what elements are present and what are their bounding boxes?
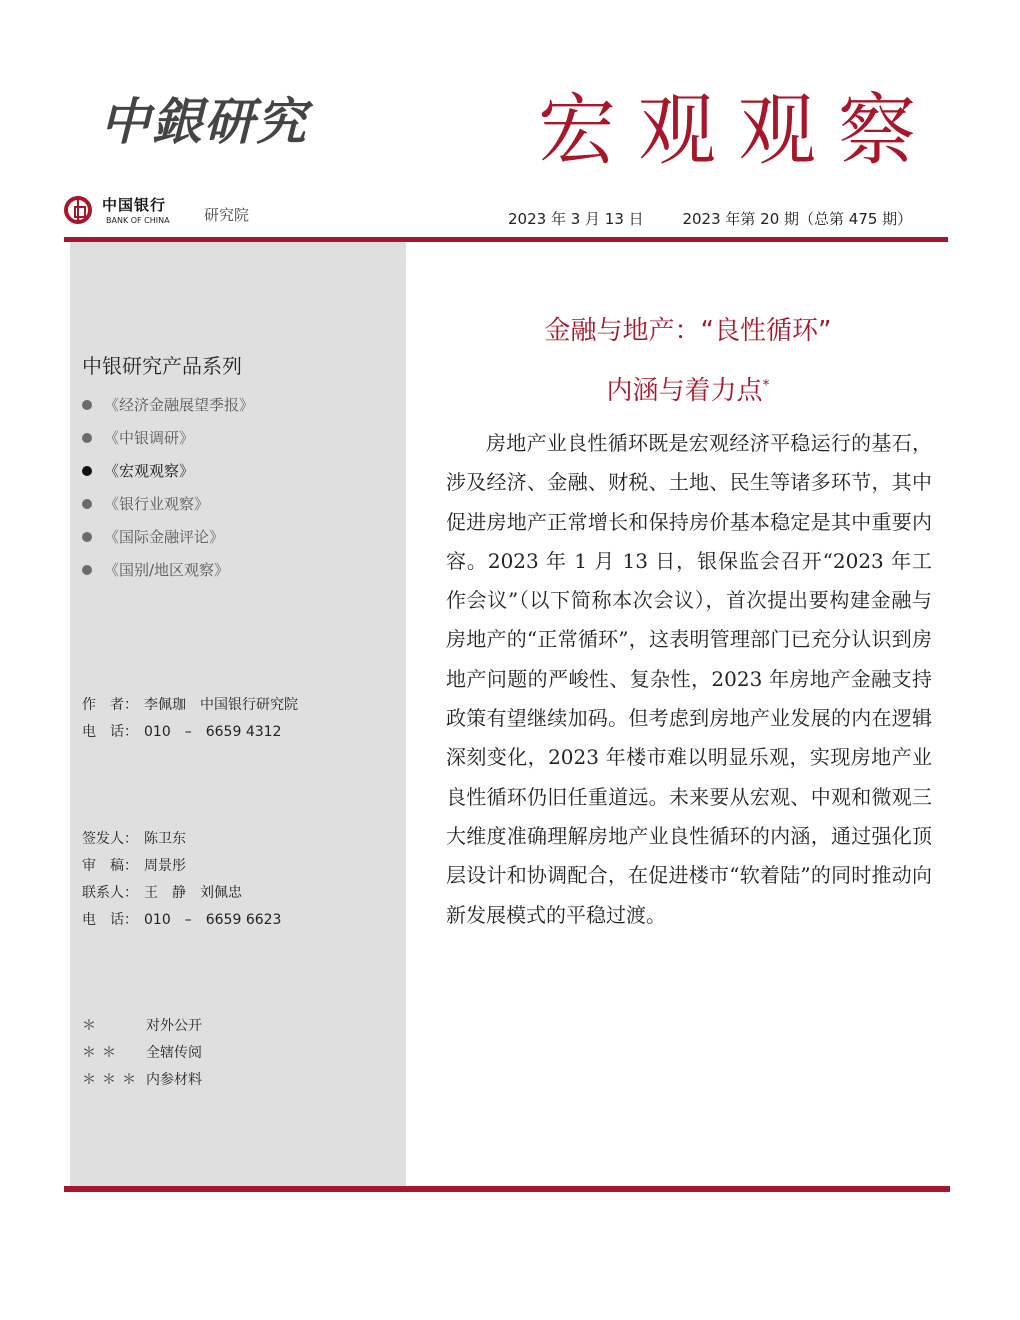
series-item-label: 《中银调研》	[104, 429, 195, 447]
legend-mark: ＊	[82, 1018, 102, 1034]
issue-info	[508, 208, 912, 229]
contact-label: 联系人：	[82, 885, 138, 901]
bullet-icon	[82, 565, 92, 575]
author-name: 李佩珈	[144, 697, 186, 713]
brand-script-logo: 中銀研究	[100, 92, 308, 151]
phone-prefix: 010 –	[144, 912, 192, 928]
legend-text: 内参材料	[146, 1072, 202, 1088]
legend-row	[82, 1040, 202, 1067]
signer-row	[82, 826, 281, 853]
bullet-icon	[82, 532, 92, 542]
issue-date: 2023 年 3 月 13 日	[508, 210, 644, 228]
series-item[interactable]	[82, 520, 254, 553]
page-title: 宏观观察	[538, 86, 939, 176]
series-item-label: 《经济金融展望季报》	[104, 396, 255, 414]
series-item-label: 《银行业观察》	[104, 495, 210, 513]
series-item[interactable]	[82, 388, 254, 421]
reviewer-row	[82, 853, 281, 880]
bullet-icon	[82, 400, 92, 410]
series-item-label: 《国际金融评论》	[104, 528, 225, 546]
series-list	[82, 388, 254, 586]
legend-mark: ＊＊＊	[82, 1072, 142, 1088]
contact-phone: 6659 6623	[205, 912, 282, 928]
footer-divider	[64, 1186, 950, 1192]
bank-logo	[64, 194, 186, 234]
legend-row	[82, 1067, 202, 1094]
article-title-line-1: 金融与地产：“良性循环”	[544, 316, 832, 346]
series-item-active[interactable]	[82, 454, 254, 487]
bullet-icon	[82, 466, 92, 476]
article-title-text: 内涵与着力点	[606, 376, 763, 406]
publication-info	[82, 826, 281, 934]
article-title-mark: *	[762, 377, 770, 394]
series-item-label: 《国别/地区观察》	[104, 561, 230, 579]
contact-name-1: 王 静	[144, 885, 186, 901]
institute-label: 研究院	[204, 206, 250, 224]
signer-label: 签发人：	[82, 831, 138, 847]
article-body: 房地产业良性循环既是宏观经济平稳运行的基石，涉及经济、金融、财税、土地、民生等诸多环节，其中促进房地产正常增长和保持房价基本稳定是其中重要内容。2023 年 1 月 13 日，银保监会召开“2023 年工作会议”（以下简称本次会议），首次提出要构建金融与房地产的“正常循环”，这表明管理部门已充分认识到房地产问题的严峻性、复杂性，2023 年房地产金融支持政策有望继续加码。但考虑到房地产业发展的内在逻辑深刻变化，2023 年楼市难以明显乐观，实现房地产业良性循环仍旧任重道远。未来要从宏观、中观和微观三大维度准确理解房地产业良性循环的内涵，通过强化顶层设计和协调配合，在促进楼市“软着陆”的同时推动向新发展模式的平稳过渡。	[446, 431, 932, 927]
legend-mark: ＊＊	[82, 1045, 122, 1061]
contact-phone-row	[82, 907, 281, 934]
bullet-icon	[82, 499, 92, 509]
contact-name-2: 刘佩忠	[200, 885, 242, 901]
bank-of-china-icon	[64, 196, 92, 224]
article-title-line-2	[448, 370, 928, 407]
author-label: 作 者：	[82, 697, 138, 713]
signer-name: 陈卫东	[144, 831, 186, 847]
issue-number: 2023 年第 20 期（总第 475 期）	[682, 210, 913, 228]
author-info	[82, 692, 298, 746]
bank-logo-en: BANK OF CHINA	[106, 216, 170, 225]
legend-row	[82, 1013, 202, 1040]
contact-row	[82, 880, 281, 907]
series-item[interactable]	[82, 553, 254, 586]
bullet-icon	[82, 433, 92, 443]
author-org: 中国银行研究院	[200, 697, 298, 713]
phone-label: 电 话：	[82, 912, 138, 928]
series-item-label: 《宏观观察》	[104, 462, 195, 480]
author-row	[82, 692, 298, 719]
classification-legend	[82, 1013, 202, 1094]
series-item[interactable]	[82, 421, 254, 454]
author-phone: 6659 4312	[205, 724, 282, 740]
reviewer-name: 周景彤	[144, 858, 186, 874]
legend-text: 对外公开	[146, 1018, 202, 1034]
phone-prefix: 010 –	[144, 724, 192, 740]
reviewer-label: 审 稿：	[82, 858, 138, 874]
bank-logo-cn: 中国银行	[102, 196, 167, 214]
phone-label: 电 话：	[82, 724, 138, 740]
author-phone-row	[82, 719, 298, 746]
series-title: 中银研究产品系列	[82, 354, 242, 378]
legend-text: 全辖传阅	[146, 1045, 202, 1061]
series-item[interactable]	[82, 487, 254, 520]
